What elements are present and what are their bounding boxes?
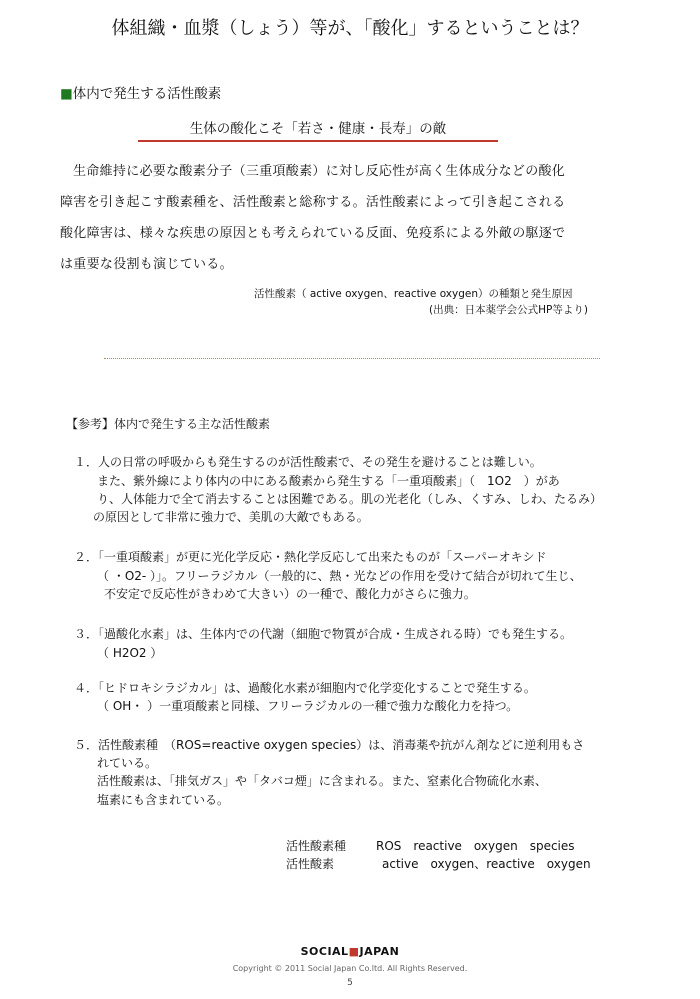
paragraph-line: 生命維持に必要な酸素分子（三重項酸素）に対し反応性が高く生体成分などの酸化 (73, 164, 566, 179)
glossary-value: active oxygen、reactive oxygen (382, 857, 591, 871)
list-item-line: （ H2O2 ） (97, 646, 163, 660)
list-item-line: の原因として非常に強力で、美肌の大敵でもある。 (93, 510, 369, 524)
list-item-line: 活性酸素は、「排気ガス」や「タバコ煙」に含まれる。また、窒素化合物硫化水素、 (97, 774, 547, 788)
glossary-value: ROS reactive oxygen species (376, 839, 575, 853)
copyright-notice: Copyright © 2011 Social Japan Co.ltd. All Rights Reserved. (232, 964, 468, 973)
table-caption: 活性酸素（ active oxygen、reactive oxygen）の種類と発生原因 (254, 288, 573, 300)
section-heading (60, 82, 221, 102)
section-heading-text: 体内で発生する活性酸素 (72, 86, 222, 102)
logo-text-right: JAPAN (359, 945, 400, 958)
list-item-line: り、人体能力で全て消去することは困難である。肌の光老化（しみ、くすみ、しわ、たるみ） (97, 492, 602, 506)
list-item-line: れている。 (97, 756, 158, 770)
glossary-term: 活性酸素 (286, 857, 335, 871)
list-item-line: １．人の日常の呼吸からも発生するのが活性酸素で、その発生を避けることは難しい。 (74, 455, 542, 469)
paragraph-line: 酸化障害は、様々な疾患の原因とも考えられている反面、免疫系による外敵の駆逐で (60, 226, 566, 241)
list-item-line: ５．活性酸素種 （ROS=reactive oxygen species）は、消毒薬や抗がん剤などに逆利用もさ (74, 738, 585, 752)
list-item-line: ４．「ヒドロキシラジカル」は、過酸化水素が細胞内で化学変化することで発生する。 (74, 681, 536, 695)
slogan-box (138, 117, 498, 137)
list-item-line: また、紫外線により体内の中にある酸素から発生する「一重項酸素」（ 1O2 ）があ (97, 474, 560, 488)
source-note: (出典：日本薬学会公式HP等より) (429, 304, 588, 316)
slogan: 生体の酸化こそ「若さ・健康・長寿」の敵 (189, 121, 447, 137)
list-item-line: 塩素にも含まれている。 (97, 793, 230, 807)
page-number: 5 (347, 978, 353, 988)
list-item-line: ２．「一重項酸素」が更に光化学反応・熱化学反応して出来たものが「スーパーオキシド (74, 550, 547, 564)
slogan-underline (138, 140, 498, 142)
logo-mark-icon: ■ (348, 945, 360, 958)
company-logo (0, 945, 700, 958)
reference-heading: 【参考】体内で発生する主な活性酸素 (66, 417, 271, 431)
paragraph-line: は重要な役割も演じている。 (60, 257, 233, 272)
glossary-term: 活性酸素種 (286, 839, 347, 853)
list-item-line: （ ・O2- ）」。フリーラジカル（一般的に、熱・光などの作用を受けて結合が切れて生じ、 (97, 569, 582, 583)
list-item-line: 不安定で反応性がきわめて大きい）の一種で、酸化力がさらに強力。 (104, 587, 476, 601)
page-title: 体組織・血漿（しょう）等が、「酸化」するということは？ (111, 18, 589, 39)
logo-text-left: SOCIAL (300, 945, 349, 958)
list-item-line: （ OH・ ）一重項酸素と同様、フリーラジカルの一種で強力な酸化力を持つ。 (97, 699, 519, 713)
square-bullet-icon: ■ (60, 86, 73, 102)
paragraph-line: 障害を引き起こす酸素種を、活性酸素と総称する。活性酸素によって引き起こされる (60, 195, 566, 210)
list-item-line: ３．「過酸化水素」は、生体内での代謝（細胞で物質が合成・生成される時）でも発生する。 (74, 627, 573, 641)
dotted-divider (104, 358, 600, 359)
